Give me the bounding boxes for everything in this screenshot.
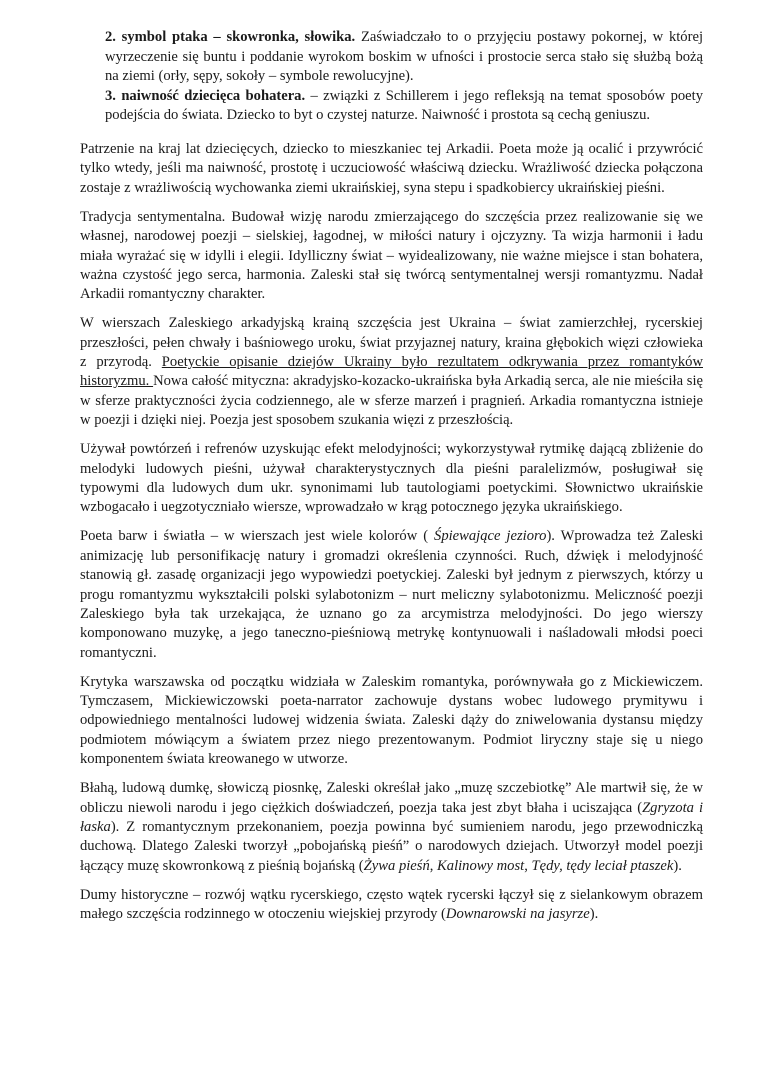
list-item: [105, 87, 703, 126]
italic-title: Śpiewające jezioro: [434, 528, 547, 545]
text-run: ).: [673, 857, 682, 874]
text-run: W wierszach Zaleskiego arkadyjską krainą szczęścia jest Ukraina – świat zamierzchłej, rycerskiej przeszłości, pełen chwały i baśniowego uroku, świat przyjaznej natury, kraina głębokich więzi człowieka z przyrodą.: [80, 315, 703, 371]
bold-text: 3. naiwność dziecięca bohatera.: [105, 87, 306, 104]
paragraph: [80, 886, 703, 925]
text-run: Patrzenie na kraj lat dziecięcych, dziecko to mieszkaniec tej Arkadii. Poeta może ją ocalić i przywrócić tylko wtedy, jeśli ma naiwność, prostotę i uczuciowość właściwą dziecku. Wrażliwość dziecka połączona zostaje z wrażliwością wychowanka ziemi ukraińskiej, syna stepu i spadkobiercy ukraińskiej pieśni.: [80, 140, 703, 196]
underlined-text: Poetyckie opisanie dziejów Ukrainy było rezultatem odkrywania przez romantyków historyzmu.: [80, 354, 703, 390]
paragraph: [80, 208, 703, 305]
text-run: Nowa całość mityczna: akradyjsko-kozacko-ukraińska była Arkadią serca, ale nie mieściła się w sferze praktyczności życia codziennego, ale w sferze marzeń i pragnień. Arkadia romantyczna istnieje w poezji i dzięki niej. Poezja jest sposobem szukania więzi z przeszłością.: [80, 373, 703, 429]
text-run: Dumy historyczne – rozwój wątku rycerskiego, często wątek rycerski łączył się z sielankowym obrazem małego szczęścia rodzinnego w otoczeniu wiejskiej przyrody (: [80, 886, 703, 923]
bold-text: 2. symbol ptaka – skowronka, słowika.: [105, 29, 356, 45]
document-page: [80, 28, 703, 934]
paragraph: [80, 314, 703, 430]
text-run: Krytyka warszawska od początku widziała w Zaleskim romantyka, porównywała go z Mickiewiczem. Tymczasem, Mickiewiczowski poeta-narrator zachowuje dystans wobec ludowego prymitywu i odpowiedniego mentalności ludowej widzenia świata. Zaleski dąży do zniwelowania dystansu między podmiotem mówiącym a światem przez niego prezentowanym. Podmiot liryczny staje się u niego komponentem świata kreowanego w utworze.: [80, 673, 703, 768]
italic-title: Żywa pieśń: [363, 857, 430, 874]
text-run: ). Wprowadza też Zaleski animizację lub personifikację natury i gromadzi określenia czynności. Ruch, dźwięk i melodyjność stanowią gł. zasadę organizacji jego wypowiedzi poetyckiej. Zaleski był jednym z pierwszych, którzy u progu romantyzmu wykształcili polski sylabotonizm – nurt meliczny sylabotonizmu. Meliczność poezji Zaleskiego była tak urzekająca, że uznano go za arcymistrza melodyjności. Do jego wierszy komponowano muzykę, a jego taneczno-pieśniową metrykę kontynuowali i naśladowali młodsi poeci romantyczni.: [80, 528, 704, 661]
paragraph: [80, 673, 703, 770]
text-run: Poeta barw i światła – w wierszach jest wiele kolorów (: [80, 528, 435, 545]
paragraph: [80, 527, 703, 663]
italic-title: Kalinowy most: [437, 857, 525, 874]
paragraph: [80, 779, 703, 876]
text-run: Używał powtórzeń i refrenów uzyskując efekt melodyjności; wykorzystywał rytmikę dającą zbliżenie do melodyki ludowych pieśni, używał charakterystycznych dla pieśni paralelizmów, posługiwał się typowymi dla ludowych dum ukr. synonimami lub tautologiami poetyckimi. Słownictwo ukraińskie wzbogacało i uegzotyczniało wiersze, wprowadzało w krąg potocznego języka ukraińskiego.: [80, 441, 703, 516]
text-run: ).: [589, 906, 599, 923]
text-run: Tradycja sentymentalna. Budował wizję narodu zmierzającego do szczęścia przez realizowanie się we własnej, narodowej poezji – sielskiej, łagodnej, w miłości natury i ojczyzny. Ta wizja harmonii i ładu miała wyrażać się w idylli i elegii. Idylliczny świat – wyidealizowany, nie ważne miejsce i stan bohatera, ważna czystość jego serca, harmonia. Zaleski stał się twórcą sentymentalnej wersji romantyzmu. Nadał Arkadii romantyczny charakter.: [80, 208, 703, 303]
italic-title: Downarowski na jasyrze: [445, 906, 590, 923]
text-run: – związki z Schillerem i jego refleksją na temat sposobów poety podejścia do świata. Dziecko to byt o czystej naturze. Naiwność i prostota są cechą geniuszu.: [105, 87, 704, 124]
paragraph: [80, 140, 703, 198]
numbered-list: [105, 28, 703, 126]
text-run: ,: [524, 857, 532, 874]
list-item: [105, 28, 703, 87]
text-run: ). Z romantycznym przekonaniem, poezja powinna być sumieniem narodu, jego przewodniczką duchową. Dlatego Zaleski tworzył „pobojańską pieśń” o narodowych dziejach. Utworzył model poezji łączący muzę skowronkową z pieśnią bojańską (: [80, 818, 703, 874]
text-run: Błahą, ludową dumkę, słowiczą piosnkę, Zaleski określał jako „muzę szczebiotkę” Ale martwił się, że w obliczu niewoli narodu i jego ciężkich doświadczeń, poezja taka jest zbyt błaha i uciszająca (: [80, 780, 703, 816]
italic-title: Zgryzota i łaska: [80, 799, 703, 835]
document-body: [80, 140, 703, 925]
italic-title: Tędy, tędy leciał ptaszek: [531, 857, 674, 874]
text-run: ,: [429, 857, 438, 874]
text-run: Zaświadczało to o przyjęciu postawy pokornej, w której wyrzeczenie się buntu i poddanie wyrokom boskim w ufności i prostocie serca stało się służbą bożą na ziemi (orły, sępy, sokoły – symbole rewolucyjne).: [105, 29, 703, 85]
paragraph: [80, 440, 703, 518]
